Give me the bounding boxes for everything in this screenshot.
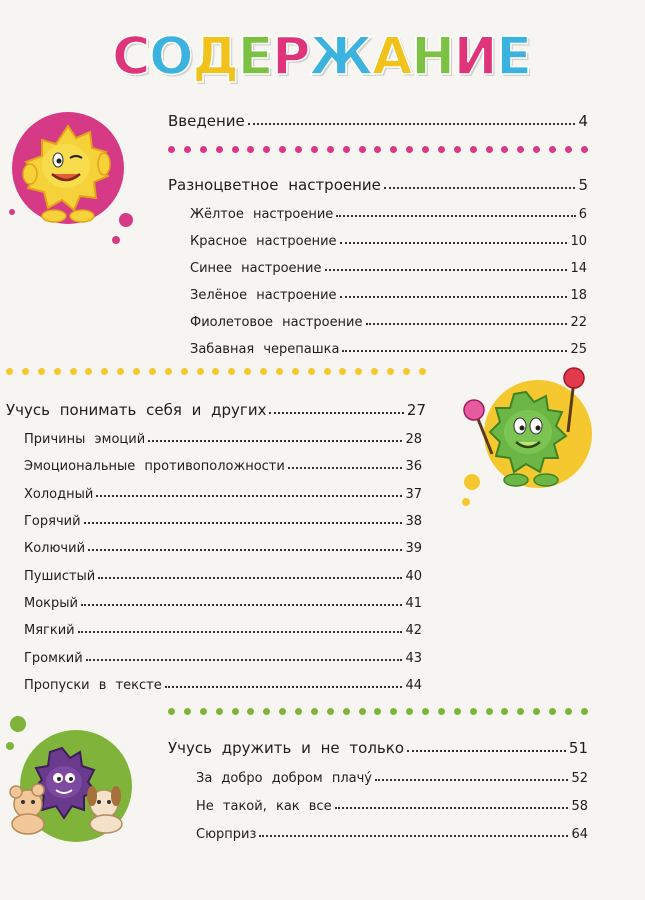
separator-dot: [260, 368, 267, 375]
separator-dot: [279, 708, 286, 715]
separator-dot: [565, 146, 572, 153]
separator-dot: [343, 146, 350, 153]
separator-dot: [197, 368, 204, 375]
toc-subentry[interactable]: [196, 764, 588, 786]
dot-leader: [86, 659, 403, 661]
dot-leader: [288, 467, 403, 469]
separator-dot: [581, 146, 588, 153]
separator-dot: [22, 368, 29, 375]
separator-dot: [181, 368, 188, 375]
toc-entry-label: Колючий: [24, 541, 86, 556]
title-letter: Д: [192, 27, 240, 87]
separator-dot: [422, 146, 429, 153]
dot-leader: [335, 807, 569, 809]
separator-dot: [184, 146, 191, 153]
toc-entry-label: Введение: [168, 112, 245, 130]
separator-dot: [133, 368, 140, 375]
title-letter: Р: [272, 27, 312, 87]
yellow-smiling-monster-icon: [4, 108, 139, 248]
separator-dot: [501, 708, 508, 715]
separator-dot: [168, 708, 175, 715]
dot-leader: [342, 350, 567, 352]
separator-dot: [228, 368, 235, 375]
toc-page-number: 36: [405, 459, 422, 474]
toc-entry-label: Мокрый: [24, 596, 78, 611]
yellow-dot-separator: [6, 368, 426, 376]
separator-dot: [216, 708, 223, 715]
toc-subentry[interactable]: [190, 335, 587, 357]
toc-page-number: 42: [405, 623, 422, 638]
separator-dot: [263, 708, 270, 715]
toc-entry-label: Пропуски в тексте: [24, 678, 162, 693]
toc-entry-understand-self[interactable]: [6, 397, 426, 419]
separator-dot: [390, 708, 397, 715]
separator-dot: [6, 368, 13, 375]
dot-leader: [340, 296, 568, 298]
separator-dot: [216, 146, 223, 153]
separator-dot: [70, 368, 77, 375]
separator-dot: [54, 368, 61, 375]
dot-leader: [407, 750, 566, 752]
toc-subentry[interactable]: [190, 227, 587, 249]
toc-subentry[interactable]: [24, 480, 422, 502]
dot-leader: [81, 604, 402, 606]
separator-dot: [247, 146, 254, 153]
separator-dot: [470, 708, 477, 715]
toc-subentry[interactable]: [190, 200, 587, 222]
separator-dot: [279, 146, 286, 153]
green-dot-separator: [168, 708, 588, 716]
separator-dot: [327, 146, 334, 153]
separator-dot: [276, 368, 283, 375]
toc-entry-label: Сюрприз: [196, 827, 257, 842]
toc-entry-label: Разноцветное настроение: [168, 176, 381, 194]
toc-subentry[interactable]: [196, 820, 588, 842]
toc-entry-label: Громкий: [24, 651, 83, 666]
separator-dot: [165, 368, 172, 375]
toc-subentry[interactable]: [24, 616, 422, 638]
separator-dot: [149, 368, 156, 375]
toc-page-number: 25: [570, 342, 587, 357]
toc-entry-friends[interactable]: [168, 735, 588, 757]
toc-page-number: 18: [570, 288, 587, 303]
title-letter: Е: [237, 27, 275, 87]
toc-subentry[interactable]: [190, 281, 587, 303]
separator-dot: [295, 708, 302, 715]
title-letter: О: [149, 27, 195, 87]
separator-dot: [371, 368, 378, 375]
separator-dot: [419, 368, 426, 375]
toc-page-number: 27: [406, 401, 426, 419]
toc-entry-label: Эмоциональные противоположности: [24, 459, 285, 474]
toc-entry-label: Мягкий: [24, 623, 75, 638]
separator-dot: [374, 708, 381, 715]
separator-dot: [549, 708, 556, 715]
dot-leader: [98, 577, 402, 579]
separator-dot: [438, 146, 445, 153]
toc-entry-label: За добро добром плачу́: [196, 771, 372, 786]
separator-dot: [501, 146, 508, 153]
toc-subentry[interactable]: [24, 534, 422, 556]
separator-dot: [374, 146, 381, 153]
toc-subentry[interactable]: [24, 425, 422, 447]
separator-dot: [200, 708, 207, 715]
toc-entry-label: Пушистый: [24, 569, 96, 584]
separator-dot: [359, 146, 366, 153]
separator-dot: [232, 146, 239, 153]
separator-dot: [486, 708, 493, 715]
separator-dot: [339, 368, 346, 375]
separator-dot: [517, 146, 524, 153]
dot-leader: [336, 215, 575, 217]
separator-dot: [247, 708, 254, 715]
separator-dot: [549, 146, 556, 153]
separator-dot: [355, 368, 362, 375]
toc-entry-label: Причины эмоций: [24, 432, 146, 447]
separator-dot: [38, 368, 45, 375]
toc-page-number: 64: [571, 827, 588, 842]
toc-entry-label: Зелёное настроение: [190, 288, 337, 303]
toc-subentry[interactable]: [24, 452, 422, 474]
toc-subentry[interactable]: [24, 507, 422, 529]
separator-dot: [422, 708, 429, 715]
separator-dot: [295, 146, 302, 153]
toc-page-number: 38: [405, 514, 422, 529]
toc-subentry[interactable]: [24, 562, 422, 584]
separator-dot: [212, 368, 219, 375]
separator-dot: [438, 708, 445, 715]
dot-leader: [384, 187, 576, 189]
toc-entry-label: Жёлтое настроение: [190, 207, 334, 222]
separator-dot: [406, 708, 413, 715]
dot-leader: [325, 269, 568, 271]
toc-subentry[interactable]: [24, 644, 422, 666]
toc-page-number: 6: [578, 207, 587, 222]
separator-dot: [327, 708, 334, 715]
toc-entry-label: Фиолетовое настроение: [190, 315, 363, 330]
toc-entry-label: Красное настроение: [190, 234, 337, 249]
title-letter: Ж: [309, 27, 375, 87]
separator-dot: [359, 708, 366, 715]
dot-leader: [248, 123, 576, 125]
separator-dot: [454, 146, 461, 153]
toc-entry-label: Учусь понимать себя и других: [6, 401, 267, 419]
toc-page-number: 10: [570, 234, 587, 249]
separator-dot: [101, 368, 108, 375]
toc-page-number: 58: [571, 799, 588, 814]
title-letter: А: [372, 27, 414, 87]
toc-page-number: 43: [405, 651, 422, 666]
separator-dot: [244, 368, 251, 375]
separator-dot: [232, 708, 239, 715]
separator-dot: [454, 708, 461, 715]
separator-dot: [390, 146, 397, 153]
toc-page-number: 39: [405, 541, 422, 556]
title-letter: Е: [496, 27, 533, 87]
dot-leader: [88, 549, 402, 551]
separator-dot: [533, 146, 540, 153]
toc-entry-label: Забавная черепашка: [190, 342, 340, 357]
separator-dot: [168, 146, 175, 153]
separator-dot: [470, 146, 477, 153]
purple-monster-with-toys-icon: [2, 714, 142, 844]
separator-dot: [117, 368, 124, 375]
toc-entry-label: Холодный: [24, 487, 94, 502]
toc-page-number: 37: [405, 487, 422, 502]
toc-entry-label: Не такой, как все: [196, 799, 332, 814]
dot-leader: [148, 440, 402, 442]
toc-subentry[interactable]: [196, 792, 588, 814]
pink-dot-separator: [168, 146, 588, 154]
separator-dot: [200, 146, 207, 153]
toc-entry-label: Учусь дружить и не только: [168, 739, 405, 757]
separator-dot: [311, 146, 318, 153]
toc-page-number: 28: [405, 432, 422, 447]
separator-dot: [403, 368, 410, 375]
toc-page-number: 14: [570, 261, 587, 276]
separator-dot: [184, 708, 191, 715]
dot-leader: [84, 522, 403, 524]
toc-page-number: 5: [578, 176, 588, 194]
toc-entry-multicolor-mood[interactable]: [168, 172, 588, 194]
dot-leader: [375, 779, 568, 781]
separator-dot: [292, 368, 299, 375]
dot-leader: [269, 412, 403, 414]
separator-dot: [324, 368, 331, 375]
toc-entry-intro[interactable]: [168, 108, 588, 130]
separator-dot: [263, 146, 270, 153]
separator-dot: [406, 146, 413, 153]
toc-page-number: 4: [578, 112, 588, 130]
dot-leader: [366, 323, 568, 325]
separator-dot: [517, 708, 524, 715]
separator-dot: [533, 708, 540, 715]
separator-dot: [343, 708, 350, 715]
toc-subentry[interactable]: [24, 671, 422, 693]
separator-dot: [308, 368, 315, 375]
separator-dot: [486, 146, 493, 153]
dot-leader: [96, 495, 402, 497]
toc-entry-label: Синее настроение: [190, 261, 322, 276]
toc-page-number: 52: [571, 771, 588, 786]
dot-leader: [165, 686, 403, 688]
toc-subentry[interactable]: [24, 589, 422, 611]
toc-subentry[interactable]: [190, 308, 587, 330]
title-letter: С: [112, 27, 152, 87]
separator-dot: [387, 368, 394, 375]
dot-leader: [340, 242, 568, 244]
title-letter: Н: [411, 27, 456, 87]
title-letter: И: [453, 27, 499, 87]
separator-dot: [85, 368, 92, 375]
page-title: [0, 22, 645, 92]
toc-page-number: 44: [405, 678, 422, 693]
separator-dot: [311, 708, 318, 715]
toc-entry-label: Горячий: [24, 514, 81, 529]
separator-dot: [565, 708, 572, 715]
green-monster-with-lollipops-icon: [456, 362, 596, 507]
separator-dot: [581, 708, 588, 715]
toc-page-number: 40: [405, 569, 422, 584]
toc-page-number: 41: [405, 596, 422, 611]
toc-page-number: 22: [570, 315, 587, 330]
dot-leader: [78, 631, 403, 633]
toc-subentry[interactable]: [190, 254, 587, 276]
toc-page-number: 51: [568, 739, 588, 757]
dot-leader: [259, 835, 568, 837]
